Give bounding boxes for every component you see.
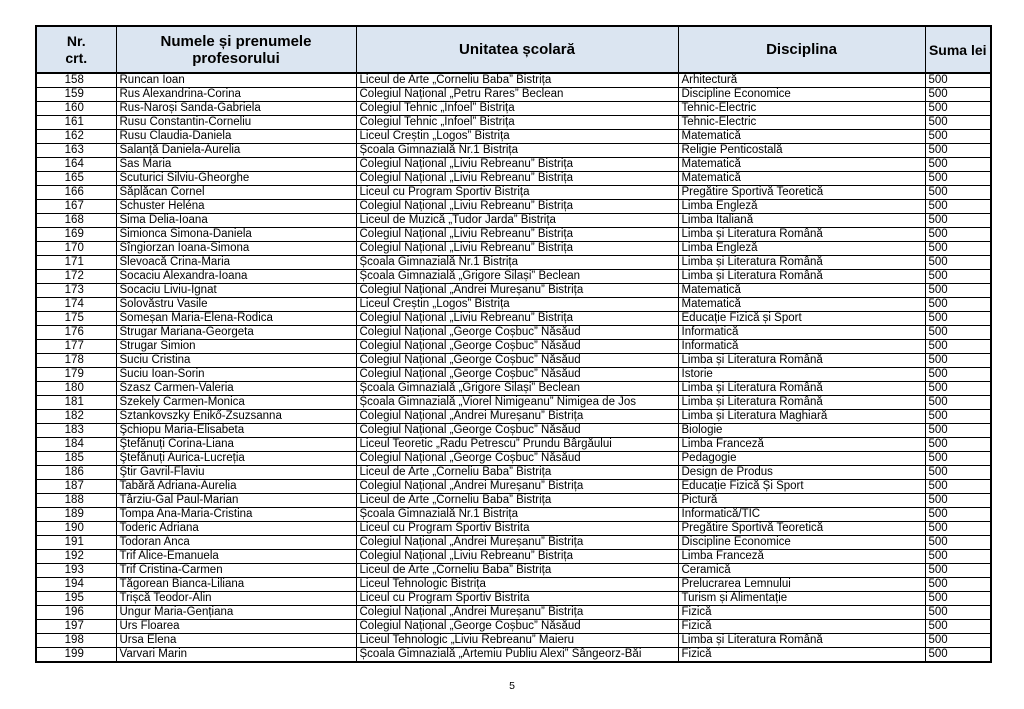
table-row bbox=[36, 270, 991, 284]
table-row bbox=[36, 73, 991, 88]
cell-professor-name: Sas Maria bbox=[116, 158, 356, 172]
cell-discipline: Pregătire Sportivă Teoretică bbox=[678, 522, 925, 536]
cell-school-unit: Școala Gimnazială „Viorel Nimigeanu” Nimigea de Jos bbox=[356, 396, 678, 410]
cell-professor-name: Rusu Claudia-Daniela bbox=[116, 130, 356, 144]
cell-school-unit: Școala Gimnazială „Artemiu Publiu Alexi” Sângeorz-Băi bbox=[356, 648, 678, 663]
cell-nr-crt: 191 bbox=[36, 536, 116, 550]
cell-nr-crt: 176 bbox=[36, 326, 116, 340]
cell-sum-lei: 500 bbox=[925, 172, 991, 186]
cell-nr-crt: 194 bbox=[36, 578, 116, 592]
cell-nr-crt: 163 bbox=[36, 144, 116, 158]
professors-table bbox=[35, 25, 992, 663]
table-row bbox=[36, 396, 991, 410]
cell-discipline: Fizică bbox=[678, 620, 925, 634]
table-row bbox=[36, 130, 991, 144]
cell-school-unit: Colegiul Tehnic „Infoel” Bistrița bbox=[356, 102, 678, 116]
cell-sum-lei: 500 bbox=[925, 144, 991, 158]
table-row bbox=[36, 242, 991, 256]
cell-school-unit: Liceul Tehnologic „Liviu Rebreanu” Maieru bbox=[356, 634, 678, 648]
cell-professor-name: Trișcă Teodor-Alin bbox=[116, 592, 356, 606]
cell-discipline: Fizică bbox=[678, 606, 925, 620]
cell-nr-crt: 185 bbox=[36, 452, 116, 466]
cell-sum-lei: 500 bbox=[925, 368, 991, 382]
cell-school-unit: Liceul cu Program Sportiv Bistrița bbox=[356, 186, 678, 200]
cell-professor-name: Strugar Mariana-Georgeta bbox=[116, 326, 356, 340]
cell-sum-lei: 500 bbox=[925, 396, 991, 410]
cell-school-unit: Liceul Teoretic „Radu Petrescu” Prundu Bârgăului bbox=[356, 438, 678, 452]
table-row bbox=[36, 480, 991, 494]
cell-school-unit: Colegiul Național „Liviu Rebreanu” Bistrița bbox=[356, 550, 678, 564]
cell-sum-lei: 500 bbox=[925, 424, 991, 438]
cell-discipline: Pictură bbox=[678, 494, 925, 508]
cell-professor-name: Şchiopu Maria-Elisabeta bbox=[116, 424, 356, 438]
table-row bbox=[36, 564, 991, 578]
cell-discipline: Educație Fizică Și Sport bbox=[678, 480, 925, 494]
table-row bbox=[36, 494, 991, 508]
cell-nr-crt: 158 bbox=[36, 73, 116, 88]
cell-professor-name: Simionca Simona-Daniela bbox=[116, 228, 356, 242]
cell-school-unit: Colegiul Național „Liviu Rebreanu” Bistrița bbox=[356, 242, 678, 256]
cell-nr-crt: 173 bbox=[36, 284, 116, 298]
cell-nr-crt: 166 bbox=[36, 186, 116, 200]
cell-school-unit: Colegiul Național „Andrei Mureșanu” Bistrița bbox=[356, 284, 678, 298]
cell-professor-name: Rus Alexandrina-Corina bbox=[116, 88, 356, 102]
table-row bbox=[36, 340, 991, 354]
table-row bbox=[36, 200, 991, 214]
cell-sum-lei: 500 bbox=[925, 228, 991, 242]
cell-discipline: Informatică bbox=[678, 340, 925, 354]
cell-nr-crt: 196 bbox=[36, 606, 116, 620]
cell-sum-lei: 500 bbox=[925, 354, 991, 368]
cell-sum-lei: 500 bbox=[925, 88, 991, 102]
cell-nr-crt: 161 bbox=[36, 116, 116, 130]
cell-professor-name: Săplăcan Cornel bbox=[116, 186, 356, 200]
cell-nr-crt: 189 bbox=[36, 508, 116, 522]
cell-professor-name: Trif Cristina-Carmen bbox=[116, 564, 356, 578]
cell-discipline: Pedagogie bbox=[678, 452, 925, 466]
cell-sum-lei: 500 bbox=[925, 634, 991, 648]
cell-sum-lei: 500 bbox=[925, 508, 991, 522]
cell-school-unit: Școala Gimnazială Nr.1 Bistrița bbox=[356, 144, 678, 158]
table-row bbox=[36, 368, 991, 382]
cell-nr-crt: 183 bbox=[36, 424, 116, 438]
cell-school-unit: Colegiul Național „George Coșbuc” Năsăud bbox=[356, 340, 678, 354]
cell-sum-lei: 500 bbox=[925, 242, 991, 256]
table-row bbox=[36, 508, 991, 522]
cell-nr-crt: 179 bbox=[36, 368, 116, 382]
cell-discipline: Limba și Literatura Română bbox=[678, 228, 925, 242]
cell-nr-crt: 170 bbox=[36, 242, 116, 256]
cell-discipline: Limba și Literatura Română bbox=[678, 354, 925, 368]
table-row bbox=[36, 284, 991, 298]
cell-discipline: Prelucrarea Lemnului bbox=[678, 578, 925, 592]
cell-discipline: Biologie bbox=[678, 424, 925, 438]
cell-nr-crt: 159 bbox=[36, 88, 116, 102]
cell-discipline: Limba și Literatura Română bbox=[678, 396, 925, 410]
table-row bbox=[36, 620, 991, 634]
cell-professor-name: Tăgorean Bianca-Liliana bbox=[116, 578, 356, 592]
cell-professor-name: Slevoacă Crina-Maria bbox=[116, 256, 356, 270]
table-row bbox=[36, 298, 991, 312]
cell-professor-name: Ştefănuți Corina-Liana bbox=[116, 438, 356, 452]
cell-sum-lei: 500 bbox=[925, 648, 991, 663]
cell-discipline: Design de Produs bbox=[678, 466, 925, 480]
header-sum-lei: Suma lei bbox=[925, 26, 991, 73]
table-row bbox=[36, 578, 991, 592]
table-row bbox=[36, 536, 991, 550]
cell-school-unit: Liceul Tehnologic Bistrița bbox=[356, 578, 678, 592]
cell-nr-crt: 190 bbox=[36, 522, 116, 536]
cell-school-unit: Colegiul Național „George Coșbuc” Năsăud bbox=[356, 326, 678, 340]
cell-school-unit: Colegiul Național „George Coșbuc” Năsăud bbox=[356, 424, 678, 438]
cell-professor-name: Varvari Marin bbox=[116, 648, 356, 663]
table-row bbox=[36, 228, 991, 242]
table-row bbox=[36, 550, 991, 564]
cell-school-unit: Colegiul Național „George Coșbuc” Năsăud bbox=[356, 354, 678, 368]
cell-discipline: Limba Engleză bbox=[678, 242, 925, 256]
cell-school-unit: Colegiul Național „George Coșbuc” Năsăud bbox=[356, 620, 678, 634]
cell-nr-crt: 167 bbox=[36, 200, 116, 214]
cell-professor-name: Runcan Ioan bbox=[116, 73, 356, 88]
cell-nr-crt: 165 bbox=[36, 172, 116, 186]
cell-professor-name: Someșan Maria-Elena-Rodica bbox=[116, 312, 356, 326]
cell-nr-crt: 197 bbox=[36, 620, 116, 634]
cell-school-unit: Colegiul Național „Andrei Mureșanu” Bistrița bbox=[356, 410, 678, 424]
cell-school-unit: Școala Gimnazială „Grigore Silași” Beclean bbox=[356, 270, 678, 284]
cell-nr-crt: 181 bbox=[36, 396, 116, 410]
cell-school-unit: Colegiul Național „George Coșbuc” Năsăud bbox=[356, 368, 678, 382]
cell-discipline: Limba Franceză bbox=[678, 550, 925, 564]
cell-school-unit: Colegiul Național „Andrei Mureșanu” Bistrița bbox=[356, 480, 678, 494]
header-row bbox=[36, 26, 991, 73]
cell-nr-crt: 182 bbox=[36, 410, 116, 424]
cell-sum-lei: 500 bbox=[925, 256, 991, 270]
cell-sum-lei: 500 bbox=[925, 410, 991, 424]
cell-school-unit: Colegiul Național „Andrei Mureșanu” Bistrița bbox=[356, 536, 678, 550]
cell-discipline: Matematică bbox=[678, 158, 925, 172]
cell-nr-crt: 188 bbox=[36, 494, 116, 508]
cell-sum-lei: 500 bbox=[925, 480, 991, 494]
table-header bbox=[36, 26, 991, 73]
cell-school-unit: Colegiul Tehnic „Infoel” Bistrița bbox=[356, 116, 678, 130]
cell-professor-name: Salanță Daniela-Aurelia bbox=[116, 144, 356, 158]
cell-sum-lei: 500 bbox=[925, 466, 991, 480]
cell-professor-name: Toderic Adriana bbox=[116, 522, 356, 536]
page-number: 5 bbox=[509, 680, 515, 692]
cell-school-unit: Colegiul Național „George Coșbuc” Năsăud bbox=[356, 452, 678, 466]
cell-nr-crt: 174 bbox=[36, 298, 116, 312]
cell-discipline: Limba și Literatura Română bbox=[678, 256, 925, 270]
cell-discipline: Limba și Literatura Română bbox=[678, 270, 925, 284]
table-row bbox=[36, 144, 991, 158]
cell-school-unit: Liceul cu Program Sportiv Bistrita bbox=[356, 592, 678, 606]
cell-sum-lei: 500 bbox=[925, 116, 991, 130]
cell-discipline: Arhitectură bbox=[678, 73, 925, 88]
cell-nr-crt: 184 bbox=[36, 438, 116, 452]
cell-sum-lei: 500 bbox=[925, 606, 991, 620]
cell-professor-name: Tompa Ana-Maria-Cristina bbox=[116, 508, 356, 522]
cell-school-unit: Liceul de Arte „Corneliu Baba” Bistrița bbox=[356, 564, 678, 578]
cell-professor-name: Sztankovszky Enikő-Zsuzsanna bbox=[116, 410, 356, 424]
cell-professor-name: Strugar Simion bbox=[116, 340, 356, 354]
table-row bbox=[36, 606, 991, 620]
cell-school-unit: Liceul cu Program Sportiv Bistrita bbox=[356, 522, 678, 536]
table-row bbox=[36, 354, 991, 368]
cell-sum-lei: 500 bbox=[925, 214, 991, 228]
cell-nr-crt: 172 bbox=[36, 270, 116, 284]
cell-discipline: Limba și Literatura Maghiară bbox=[678, 410, 925, 424]
cell-nr-crt: 199 bbox=[36, 648, 116, 663]
cell-sum-lei: 500 bbox=[925, 578, 991, 592]
cell-professor-name: Schuster Heléna bbox=[116, 200, 356, 214]
cell-discipline: Limba Engleză bbox=[678, 200, 925, 214]
cell-professor-name: Scuturici Silviu-Gheorghe bbox=[116, 172, 356, 186]
cell-nr-crt: 187 bbox=[36, 480, 116, 494]
cell-discipline: Discipline Economice bbox=[678, 88, 925, 102]
cell-sum-lei: 500 bbox=[925, 200, 991, 214]
cell-discipline: Informatică bbox=[678, 326, 925, 340]
cell-sum-lei: 500 bbox=[925, 326, 991, 340]
cell-discipline: Educație Fizică și Sport bbox=[678, 312, 925, 326]
header-school-unit: Unitatea școlară bbox=[356, 26, 678, 73]
cell-professor-name: Todoran Anca bbox=[116, 536, 356, 550]
cell-school-unit: Liceul de Arte „Corneliu Baba” Bistrița bbox=[356, 466, 678, 480]
cell-discipline: Limba Italiană bbox=[678, 214, 925, 228]
cell-sum-lei: 500 bbox=[925, 158, 991, 172]
cell-sum-lei: 500 bbox=[925, 550, 991, 564]
cell-nr-crt: 198 bbox=[36, 634, 116, 648]
table-row bbox=[36, 186, 991, 200]
cell-sum-lei: 500 bbox=[925, 382, 991, 396]
cell-nr-crt: 180 bbox=[36, 382, 116, 396]
cell-school-unit: Colegiul Național „Liviu Rebreanu” Bistrița bbox=[356, 172, 678, 186]
cell-nr-crt: 169 bbox=[36, 228, 116, 242]
table-row bbox=[36, 522, 991, 536]
table-row bbox=[36, 312, 991, 326]
cell-sum-lei: 500 bbox=[925, 564, 991, 578]
cell-school-unit: Colegiul Național „Liviu Rebreanu” Bistrița bbox=[356, 228, 678, 242]
table-row bbox=[36, 466, 991, 480]
cell-nr-crt: 168 bbox=[36, 214, 116, 228]
cell-professor-name: Urs Floarea bbox=[116, 620, 356, 634]
cell-school-unit: Liceul de Muzică „Tudor Jarda” Bistrița bbox=[356, 214, 678, 228]
cell-discipline: Istorie bbox=[678, 368, 925, 382]
cell-school-unit: Colegiul Național „Liviu Rebreanu” Bistrița bbox=[356, 158, 678, 172]
cell-discipline: Fizică bbox=[678, 648, 925, 663]
cell-professor-name: Rus-Naroși Sanda-Gabriela bbox=[116, 102, 356, 116]
cell-sum-lei: 500 bbox=[925, 284, 991, 298]
table-row bbox=[36, 634, 991, 648]
cell-school-unit: Școala Gimnazială „Grigore Silași” Beclean bbox=[356, 382, 678, 396]
cell-nr-crt: 164 bbox=[36, 158, 116, 172]
cell-sum-lei: 500 bbox=[925, 312, 991, 326]
cell-discipline: Matematică bbox=[678, 298, 925, 312]
cell-nr-crt: 171 bbox=[36, 256, 116, 270]
cell-discipline: Matematică bbox=[678, 172, 925, 186]
cell-discipline: Matematică bbox=[678, 284, 925, 298]
cell-nr-crt: 192 bbox=[36, 550, 116, 564]
table-row bbox=[36, 102, 991, 116]
cell-professor-name: Sima Delia-Ioana bbox=[116, 214, 356, 228]
table-row bbox=[36, 648, 991, 663]
cell-discipline: Limba și Literatura Română bbox=[678, 382, 925, 396]
cell-professor-name: Socaciu Alexandra-Ioana bbox=[116, 270, 356, 284]
cell-school-unit: Școala Gimnazială Nr.1 Bistrița bbox=[356, 256, 678, 270]
cell-school-unit: Liceul Creștin „Logos” Bistrița bbox=[356, 130, 678, 144]
cell-professor-name: Ursa Elena bbox=[116, 634, 356, 648]
cell-sum-lei: 500 bbox=[925, 592, 991, 606]
cell-professor-name: Socaciu Liviu-Ignat bbox=[116, 284, 356, 298]
cell-school-unit: Liceul de Arte „Corneliu Baba” Bistrița bbox=[356, 73, 678, 88]
header-nr-line2: crt. bbox=[65, 49, 88, 66]
cell-discipline: Pregătire Sportivă Teoretică bbox=[678, 186, 925, 200]
cell-professor-name: Rusu Constantin-Corneliu bbox=[116, 116, 356, 130]
cell-sum-lei: 500 bbox=[925, 102, 991, 116]
table-row bbox=[36, 452, 991, 466]
table-row bbox=[36, 592, 991, 606]
cell-discipline: Tehnic-Electric bbox=[678, 116, 925, 130]
cell-school-unit: Colegiul Național „Liviu Rebreanu” Bistrița bbox=[356, 312, 678, 326]
cell-nr-crt: 175 bbox=[36, 312, 116, 326]
table-row bbox=[36, 382, 991, 396]
table-row bbox=[36, 172, 991, 186]
cell-professor-name: Szasz Carmen-Valeria bbox=[116, 382, 356, 396]
table-row bbox=[36, 438, 991, 452]
table-row bbox=[36, 214, 991, 228]
cell-professor-name: Ungur Maria-Gențiana bbox=[116, 606, 356, 620]
table-row bbox=[36, 326, 991, 340]
cell-professor-name: Sîngiorzan Ioana-Simona bbox=[116, 242, 356, 256]
cell-school-unit: Școala Gimnazială Nr.1 Bistrița bbox=[356, 508, 678, 522]
cell-professor-name: Suciu Cristina bbox=[116, 354, 356, 368]
cell-sum-lei: 500 bbox=[925, 130, 991, 144]
cell-professor-name: Trif Alice-Emanuela bbox=[116, 550, 356, 564]
cell-discipline: Informatică/TIC bbox=[678, 508, 925, 522]
cell-discipline: Turism și Alimentație bbox=[678, 592, 925, 606]
cell-discipline: Ceramică bbox=[678, 564, 925, 578]
cell-discipline: Limba Franceză bbox=[678, 438, 925, 452]
cell-discipline: Tehnic-Electric bbox=[678, 102, 925, 116]
cell-nr-crt: 160 bbox=[36, 102, 116, 116]
cell-professor-name: Szekely Carmen-Monica bbox=[116, 396, 356, 410]
cell-professor-name: Târziu-Gal Paul-Marian bbox=[116, 494, 356, 508]
cell-school-unit: Colegiul Național „Liviu Rebreanu” Bistrița bbox=[356, 200, 678, 214]
cell-school-unit: Colegiul Național „Petru Rares” Beclean bbox=[356, 88, 678, 102]
cell-sum-lei: 500 bbox=[925, 270, 991, 284]
cell-nr-crt: 162 bbox=[36, 130, 116, 144]
cell-sum-lei: 500 bbox=[925, 186, 991, 200]
cell-professor-name: Ştefănuți Aurica-Lucreția bbox=[116, 452, 356, 466]
cell-sum-lei: 500 bbox=[925, 438, 991, 452]
cell-school-unit: Colegiul Național „Andrei Mureșanu” Bistrița bbox=[356, 606, 678, 620]
header-nr-line1: Nr. bbox=[66, 33, 86, 50]
cell-nr-crt: 186 bbox=[36, 466, 116, 480]
cell-sum-lei: 500 bbox=[925, 298, 991, 312]
table-row bbox=[36, 158, 991, 172]
cell-sum-lei: 500 bbox=[925, 494, 991, 508]
cell-nr-crt: 178 bbox=[36, 354, 116, 368]
cell-professor-name: Ştir Gavril-Flaviu bbox=[116, 466, 356, 480]
cell-discipline: Religie Penticostală bbox=[678, 144, 925, 158]
table-body bbox=[36, 73, 991, 662]
cell-professor-name: Tabără Adriana-Aurelia bbox=[116, 480, 356, 494]
cell-school-unit: Liceul Creștin „Logos” Bistrița bbox=[356, 298, 678, 312]
cell-nr-crt: 177 bbox=[36, 340, 116, 354]
cell-school-unit: Liceul de Arte „Corneliu Baba” Bistrița bbox=[356, 494, 678, 508]
cell-discipline: Matematică bbox=[678, 130, 925, 144]
cell-sum-lei: 500 bbox=[925, 536, 991, 550]
header-professor-name: Numele și prenumele profesorului bbox=[116, 26, 356, 73]
cell-sum-lei: 500 bbox=[925, 73, 991, 88]
table-row bbox=[36, 256, 991, 270]
cell-nr-crt: 193 bbox=[36, 564, 116, 578]
header-discipline: Disciplina bbox=[678, 26, 925, 73]
cell-sum-lei: 500 bbox=[925, 452, 991, 466]
header-nr-crt bbox=[36, 26, 116, 73]
table-row bbox=[36, 410, 991, 424]
cell-discipline: Limba și Literatura Română bbox=[678, 634, 925, 648]
table-row bbox=[36, 88, 991, 102]
cell-sum-lei: 500 bbox=[925, 620, 991, 634]
cell-discipline: Discipline Economice bbox=[678, 536, 925, 550]
table-row bbox=[36, 424, 991, 438]
cell-professor-name: Solovăstru Vasile bbox=[116, 298, 356, 312]
cell-professor-name: Suciu Ioan-Sorin bbox=[116, 368, 356, 382]
table-row bbox=[36, 116, 991, 130]
cell-sum-lei: 500 bbox=[925, 340, 991, 354]
cell-nr-crt: 195 bbox=[36, 592, 116, 606]
cell-sum-lei: 500 bbox=[925, 522, 991, 536]
